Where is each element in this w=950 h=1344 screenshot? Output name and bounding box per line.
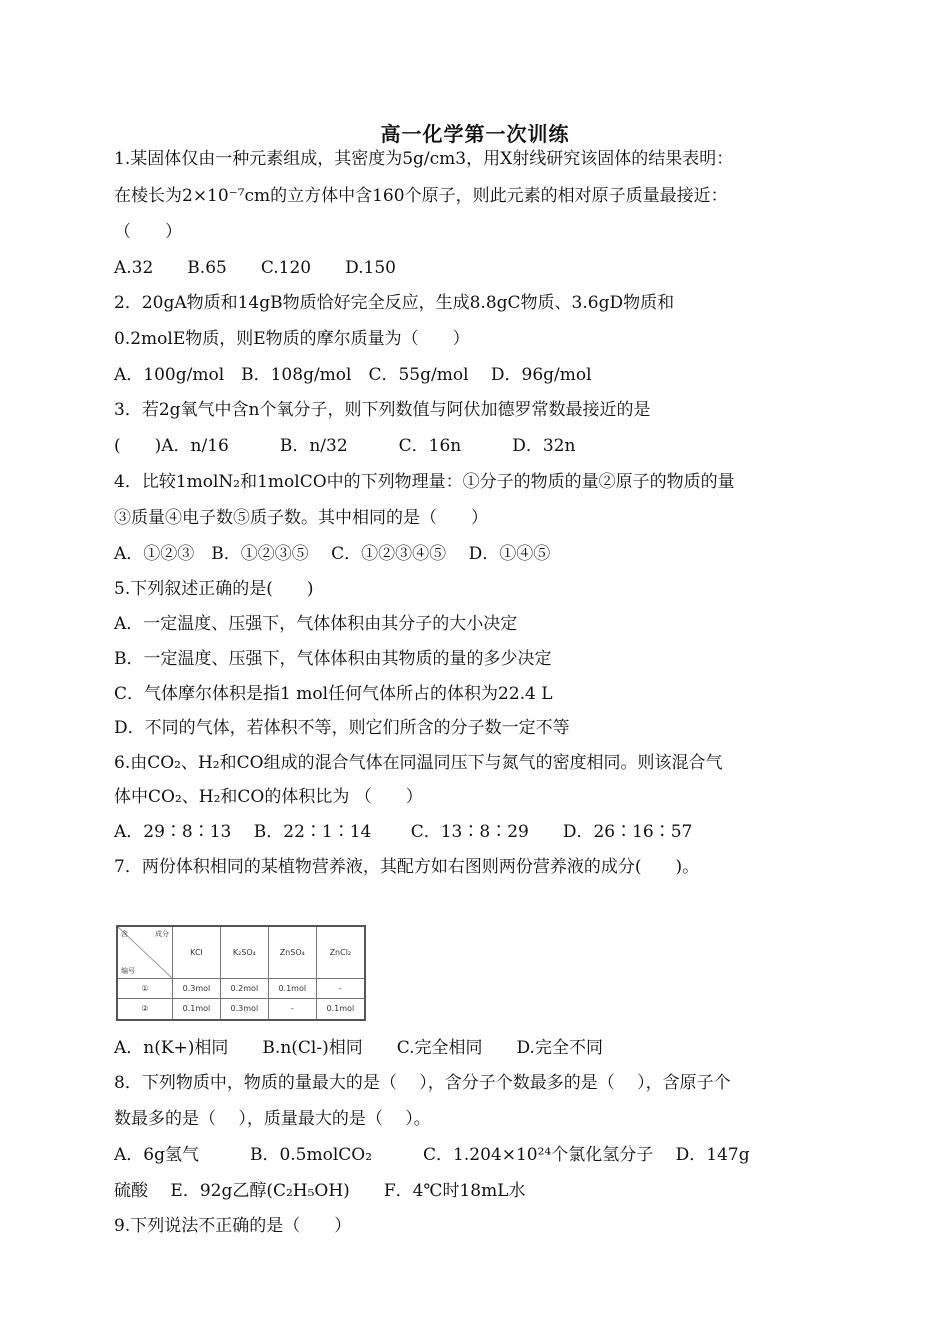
table-cell: 0.2mol [220, 978, 268, 998]
q6-options: A．29∶8∶13 B．22∶1∶14 C．13∶8∶29 D．26∶16∶57 [114, 822, 693, 842]
q4-line-1: 4．比较1molN₂和1molCO中的下列物理量：①分子的物质的量②原子的物质的量 [114, 472, 735, 492]
nutrient-table [116, 925, 366, 1021]
table-cell: 0.1mol [316, 998, 365, 1020]
q1-line-1: 1.某固体仅由一种元素组成，其密度为5g/cm3，用X射线研究该固体的结果表明： [114, 149, 734, 169]
q5-option-b: B．一定温度、压强下，气体体积由其物质的量的多少决定 [114, 649, 552, 669]
table-cell: 0.1mol [173, 998, 221, 1020]
table-corner-label-1: 含 [121, 930, 128, 938]
q5-option-a: A．一定温度、压强下，气体体积由其分子的大小决定 [114, 614, 518, 634]
table-cell: - [316, 978, 365, 998]
q9-line-1: 9.下列说法不正确的是（ ） [114, 1216, 352, 1236]
q2-line-1: 2．20gA物质和14gB物质恰好完全反应，生成8.8gC物质、3.6gD物质和 [114, 293, 675, 313]
q7-options: A．n(K+)相同 B.n(Cl-)相同 C.完全相同 D.完全不同 [114, 1038, 603, 1058]
table-cell: 0.1mol [268, 978, 316, 998]
q8-line-1: 8．下列物质中，物质的量最大的是（ ），含分子个数最多的是（ ），含原子个 [114, 1073, 731, 1093]
table-header-cell: K₂SO₄ [220, 926, 268, 978]
q6-line-2: 体中CO₂、H₂和CO的体积比为 （ ） [114, 787, 423, 807]
q8-line-2: 数最多的是（ ），质量最大的是（ ）。 [114, 1109, 431, 1129]
q8-options-2: 硫酸 E．92g乙醇(C₂H₅OH) F．4℃时18mL水 [114, 1181, 526, 1201]
q7-line-1: 7．两份体积相同的某植物营养液，其配方如右图则两份营养液的成分( )。 [114, 857, 700, 877]
table-row [117, 998, 365, 1020]
table-header-cell: ZnCl₂ [316, 926, 365, 978]
q3-line-1: 3．若2g氧气中含n个氧分子，则下列数值与阿伏加德罗常数最接近的是 [114, 400, 651, 420]
table-row [117, 978, 365, 998]
table-cell: 0.3mol [220, 998, 268, 1020]
table-corner-cell [117, 926, 173, 978]
q2-line-2: 0.2molE物质，则E物质的摩尔质量为（ ） [114, 329, 470, 349]
q5-option-c: C．气体摩尔体积是指1 mol任何气体所占的体积为22.4 L [114, 684, 553, 704]
q1-line-2: 在棱长为2×10⁻⁷cm的立方体中含160个原子，则此元素的相对原子质量最接近： [114, 186, 728, 206]
q8-options-1: A．6g氢气 B．0.5molCO₂ C．1.204×10²⁴个氯化氢分子 D．147g [114, 1145, 750, 1165]
q1-line-3: （ ） [114, 222, 182, 242]
table-header-cell: KCl [173, 926, 221, 978]
table-corner-label-3: 编号 [121, 966, 135, 975]
table-corner-label-2: 成分 [155, 930, 169, 938]
table-cell: 0.3mol [173, 978, 221, 998]
q2-options: A．100g/mol B．108g/mol C．55g/mol D．96g/mol [114, 365, 592, 385]
q5-line-1: 5.下列叙述正确的是( ) [114, 579, 314, 599]
q3-line-2: ( )A．n/16 B．n/32 C．16n D．32n [114, 436, 576, 456]
q1-options: A.32 B.65 C.120 D.150 [114, 258, 396, 278]
table-header-cell: ZnSO₄ [268, 926, 316, 978]
table-cell: - [268, 998, 316, 1020]
q6-line-1: 6.由CO₂、H₂和CO组成的混合气体在同温同压下与氮气的密度相同。则该混合气 [114, 753, 723, 773]
q5-option-d: D．不同的气体，若体积不等，则它们所含的分子数一定不等 [114, 718, 570, 738]
q4-options: A．①②③ B．①②③⑤ C．①②③④⑤ D．①④⑤ [114, 544, 551, 564]
page-title: 高一化学第一次训练 [380, 122, 570, 146]
q4-line-2: ③质量④电子数⑤质子数。其中相同的是（ ） [114, 508, 488, 528]
table-cell: ② [117, 998, 173, 1020]
table-cell: ① [117, 978, 173, 998]
